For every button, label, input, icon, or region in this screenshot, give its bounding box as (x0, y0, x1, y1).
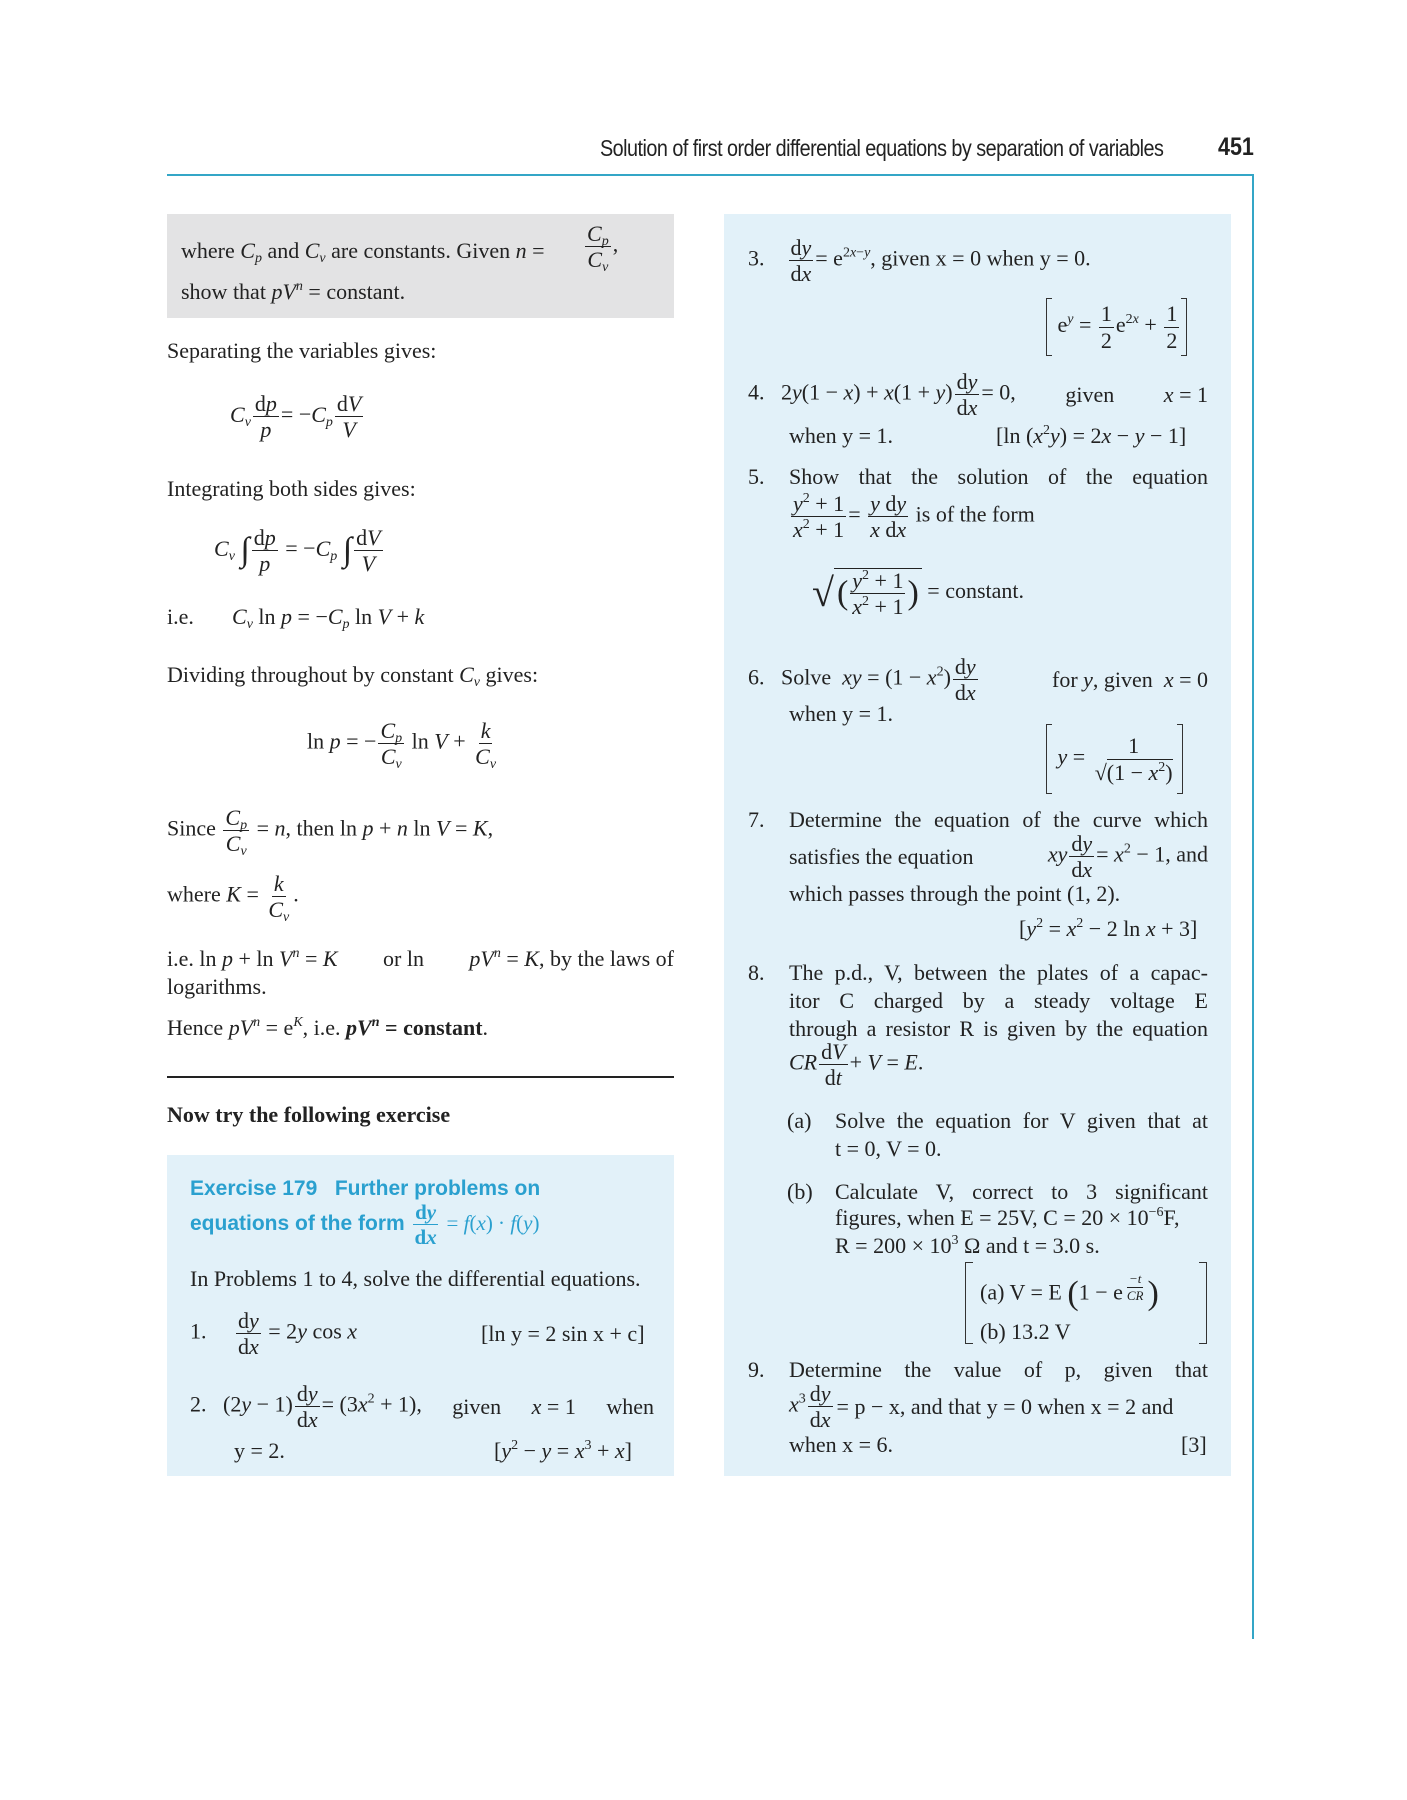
problem-9-a: Determine the value of p, given that (789, 1357, 1208, 1382)
problem-7-a: Determine the equation of the curve which (789, 807, 1208, 832)
problem-8-c: through a resistor R is given by the equation (789, 1016, 1208, 1041)
problem-8-equation: CR $\frac{dV}{dt}$ + V = E. (789, 1039, 924, 1091)
problem-3: 3. $\frac{dy}{dx}$ = $e^{2x-y}$, given x = 0 when y = 0. (748, 235, 1091, 287)
exercise-intro: In Problems 1 to 4, solve the differential equations. (190, 1266, 641, 1291)
problem-8-answer-bracket-right (1199, 1262, 1207, 1344)
hence-line: Hence $pV^n = e^K$, i.e. $pV^n$ = constant. (167, 1015, 489, 1040)
problem-9-b: $x^3$ $\frac{dy}{dx}$ = p − x, and that y = 0 when x = 2 and (789, 1381, 1174, 1433)
cp-cv-fraction: $\frac{C_p}{C_v}$ , (587, 221, 619, 276)
problem-5-number: 5. (748, 464, 765, 489)
page-number: 451 (1218, 133, 1254, 161)
problem-7-b: satisfies the equation xy $\frac{dy}{dx}$ = $x^2 - 1$, and (789, 831, 1208, 883)
problem-4-answer: [ln $(x^2y) = 2x - y - 1$] (996, 423, 1187, 448)
running-header: Solution of first order differential equations by separation of variables (600, 135, 1164, 161)
problem-8-answer-b: (b) 13.2 V (980, 1319, 1071, 1344)
problem-2-answer: $[y^2 - y = x^3 + x]$ (494, 1438, 632, 1463)
now-try-heading: Now try the following exercise (167, 1102, 451, 1127)
problem-8-a: The p.d., V, between the plates of a capac- (789, 960, 1208, 985)
problem-8b-3: $R = 200 \times 10^3$ Ω and t = 3.0 s. (835, 1233, 1100, 1258)
log-equation: $C_v$ $\ln p = -C_p$ ln V + k (232, 604, 425, 632)
exercise-heading: Exercise 179 Further problems on (190, 1177, 541, 1200)
problem-2: 2. (2y − 1) $\frac{dy}{dx}$ = $(3x^2 + 1)$, given x = 1 when (190, 1381, 654, 1433)
margin-rule (1252, 174, 1254, 1639)
problem-9-number: 9. (748, 1357, 765, 1382)
problem-8b-1: Calculate V, correct to 3 significant (835, 1179, 1208, 1204)
problem-8-answer-a: (a) V = E (1 − e $^{\frac{-t}{CR}}$ ) (980, 1271, 1159, 1313)
given-line: where $C_p$ and $C_v$ are constants. Given n = (181, 238, 545, 266)
problem-8-answer-bracket-left (965, 1262, 973, 1344)
problem-8b-label: (b) (787, 1179, 813, 1204)
separating-text: Separating the variables gives: (167, 338, 437, 363)
problem-1-answer: [ln y = 2 sin x + c] (481, 1321, 645, 1346)
ie-label: i.e. (167, 604, 194, 629)
problem-9-c: when x = 6. (789, 1432, 894, 1457)
problem-5-form: √( $\frac{y^2 + 1}{x^2 + 1}$ ) = constant. (812, 568, 1025, 620)
since-line: Since $\frac{C_p}{C_v}$ = n, then ln p + n ln V = K, (167, 805, 494, 860)
problem-5: Show that the solution of the equation (789, 464, 1208, 489)
header-rule (167, 174, 1254, 176)
problem-1: 1. $\frac{dy}{dx}$ = 2y cos x (190, 1308, 358, 1360)
integrating-text: Integrating both sides gives: (167, 476, 416, 501)
logarithms-text: logarithms. (167, 974, 267, 999)
problem-7-answer: [$y^2 = x^2 - 2$ ln x + 3] (1019, 916, 1198, 941)
dividing-text: Dividing throughout by constant $C_v$ gives: (167, 662, 539, 690)
problem-6: 6. Solve xy = $(1 - x^2)$ $\frac{dy}{dx}$ for y, given x = 0 (748, 654, 1208, 706)
ie-log-line: i.e. $\ln p + \ln V^n = K$ or ln $pV^n = K$, by the laws of (167, 946, 674, 971)
problem-8-number: 8. (748, 960, 765, 985)
problem-8a-2: t = 0, V = 0. (835, 1136, 942, 1161)
problem-4-cont: when y = 1. (789, 423, 894, 448)
problem-5-equation: $\frac{y^2 + 1}{x^2 + 1}$ = $\frac{\text{y dy}}{\text{x dx}}$ is of the form (793, 491, 1035, 543)
problem-8b-2: figures, when E = 25V, $C = 20 \times 10^{-6}F$, (835, 1205, 1180, 1230)
problem-8a-1: Solve the equation for V given that at (835, 1108, 1208, 1133)
divided-equation: ln p = − $\frac{C_p}{C_v}$ ln V + $\frac{k}{C_v}$ (307, 718, 497, 773)
section-divider (167, 1076, 674, 1078)
problem-3-answer: $e^y$ = $\frac{1}{2}$ $e^{2x}$ + $\frac{1}{2}$ (1046, 298, 1187, 356)
show-line: show that $pV^n$ = constant. (181, 279, 406, 304)
problem-8-b: itor C charged by a steady voltage E (789, 988, 1208, 1013)
where-k-line: where K = $\frac{k}{C_v}$ . (167, 871, 299, 926)
problem-9-answer: [3] (1181, 1432, 1207, 1457)
problem-7-d: which passes through the point (1, 2). (789, 881, 1121, 906)
problem-6-cont: when y = 1. (789, 701, 894, 726)
problem-7-number: 7. (748, 807, 765, 832)
problem-4: 4. 2y(1 − x) + x(1 + y) $\frac{dy}{dx}$ = 0, given x = 1 (748, 369, 1208, 421)
problem-8a-label: (a) (787, 1108, 812, 1133)
problem-6-answer: y = $\frac{1}{√(1 - x^2)}$ (1046, 724, 1183, 794)
integral-equation: $C_v$ ∫ $\frac{dp}{p}$ = $-C_p$ ∫ $\frac{dV}{V}$ (214, 525, 381, 577)
problem-2-cont: y = 2. (234, 1438, 285, 1463)
exercise-heading-2: equations of the form $\frac{dy}{dx}$ = f(x) · f(y) (190, 1200, 540, 1250)
separated-equation: $C_v$ $\frac{dp}{p}$ = $-C_p$ $\frac{dV}{V}$ (230, 391, 362, 443)
